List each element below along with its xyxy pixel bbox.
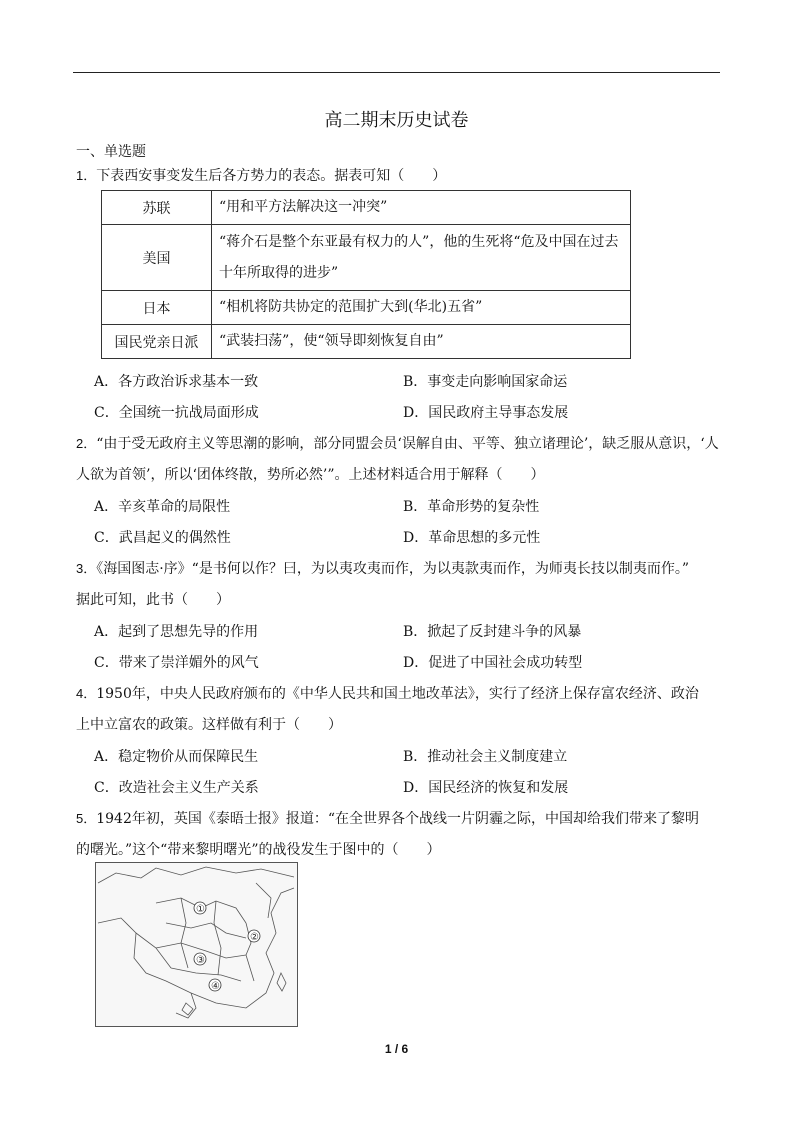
- option-c: C．改造社会主义生产关系: [94, 780, 259, 796]
- stance-table: [101, 190, 631, 359]
- question-stem-line-1: 1942年初，英国《泰晤士报》报道：“在全世界各个战线一片阴霾之际，中国却给我们带来了黎明: [96, 811, 700, 827]
- question-4: [76, 678, 726, 741]
- question-number: 4．: [76, 686, 97, 701]
- question-number: 3．: [76, 561, 97, 576]
- table-cell-party: 苏联: [102, 191, 212, 225]
- table-row: [102, 291, 631, 325]
- question-1: [76, 160, 726, 192]
- option-a: A．辛亥革命的局限性: [94, 499, 231, 515]
- option-d: D．国民经济的恢复和发展: [403, 780, 569, 796]
- question-number: 2．: [76, 436, 97, 451]
- map-label: ④: [211, 981, 220, 992]
- option-b: B．革命形势的复杂性: [403, 499, 540, 515]
- question-number: 1．: [76, 168, 97, 183]
- option-b: B．掀起了反封建斗争的风暴: [403, 624, 582, 640]
- question-stem-line-2: 据此可知，此书（ ）: [76, 592, 230, 608]
- question-5: [76, 803, 726, 866]
- option-b: B．事变走向影响国家命运: [403, 374, 568, 390]
- table-cell-party: 美国: [102, 225, 212, 291]
- table-row: [102, 191, 631, 225]
- section-heading: 一、单选题: [76, 144, 146, 160]
- map-label: ③: [196, 955, 205, 966]
- option-d: D．革命思想的多元性: [403, 530, 541, 546]
- table-cell-stance: “蒋介石是整个东亚最有权力的人”，他的生死将“危及中国在过去十年所取得的进步”: [212, 225, 631, 291]
- question-stem-line-1: “由于受无政府主义等思潮的影响，部分同盟会员‘误解自由、平等、独立诸理论’，缺乏服从意识，‘人: [96, 436, 719, 452]
- page-number: 1 / 6: [384, 1042, 409, 1056]
- option-c: C．带来了崇洋媚外的风气: [94, 655, 259, 671]
- table-row: [102, 225, 631, 291]
- option-a: A．稳定物价从而保障民生: [94, 749, 259, 765]
- map-label: ②: [250, 932, 259, 943]
- table-cell-stance: “相机将防共协定的范围扩大到(华北)五省”: [212, 291, 631, 325]
- option-a: A．起到了思想先导的作用: [94, 624, 259, 640]
- question-stem-line-1: 《海国图志·序》“是书何以作？曰，为以夷攻夷而作，为以夷款夷而作，为师夷长技以制夷而作。”: [96, 561, 689, 577]
- question-2: [76, 428, 726, 491]
- option-d: D．国民政府主导事态发展: [403, 405, 569, 421]
- question-stem-line-1: 1950年，中央人民政府颁布的《中华人民共和国土地改革法》，实行了经济上保存富农经济、政治: [96, 686, 699, 702]
- option-c: C．武昌起义的偶然性: [94, 530, 231, 546]
- table-cell-party: 日本: [102, 291, 212, 325]
- china-map-image: [95, 862, 298, 1027]
- question-stem-line-2: 上中立富农的政策。这样做有利于（ ）: [76, 717, 342, 733]
- question-3: [76, 553, 726, 616]
- table-cell-stance: “武装扫荡”，使“领导即刻恢复自由”: [212, 325, 631, 359]
- option-c: C．全国统一抗战局面形成: [94, 405, 259, 421]
- question-number: 5．: [76, 811, 97, 826]
- table-cell-stance: “用和平方法解决这一冲突”: [212, 191, 631, 225]
- question-stem-line-2: 的曙光。”这个“带来黎明曙光”的战役发生于图中的（ ）: [76, 842, 441, 858]
- option-d: D．促进了中国社会成功转型: [403, 655, 583, 671]
- question-stem-line-2: 人欲为首领’，所以‘团体终散，势所必然’”。上述材料适合用于解释（ ）: [76, 467, 545, 483]
- table-cell-party: 国民党亲日派: [102, 325, 212, 359]
- page-title: 高二期末历史试卷: [324, 110, 469, 131]
- header-rule: [73, 72, 720, 73]
- table-row: [102, 325, 631, 359]
- map-label: ①: [196, 904, 205, 915]
- question-stem: 下表西安事变发生后各方势力的表态。据表可知（ ）: [96, 168, 447, 184]
- option-a: A．各方政治诉求基本一致: [94, 374, 259, 390]
- map-drawing: [96, 863, 297, 1026]
- option-b: B．推动社会主义制度建立: [403, 749, 568, 765]
